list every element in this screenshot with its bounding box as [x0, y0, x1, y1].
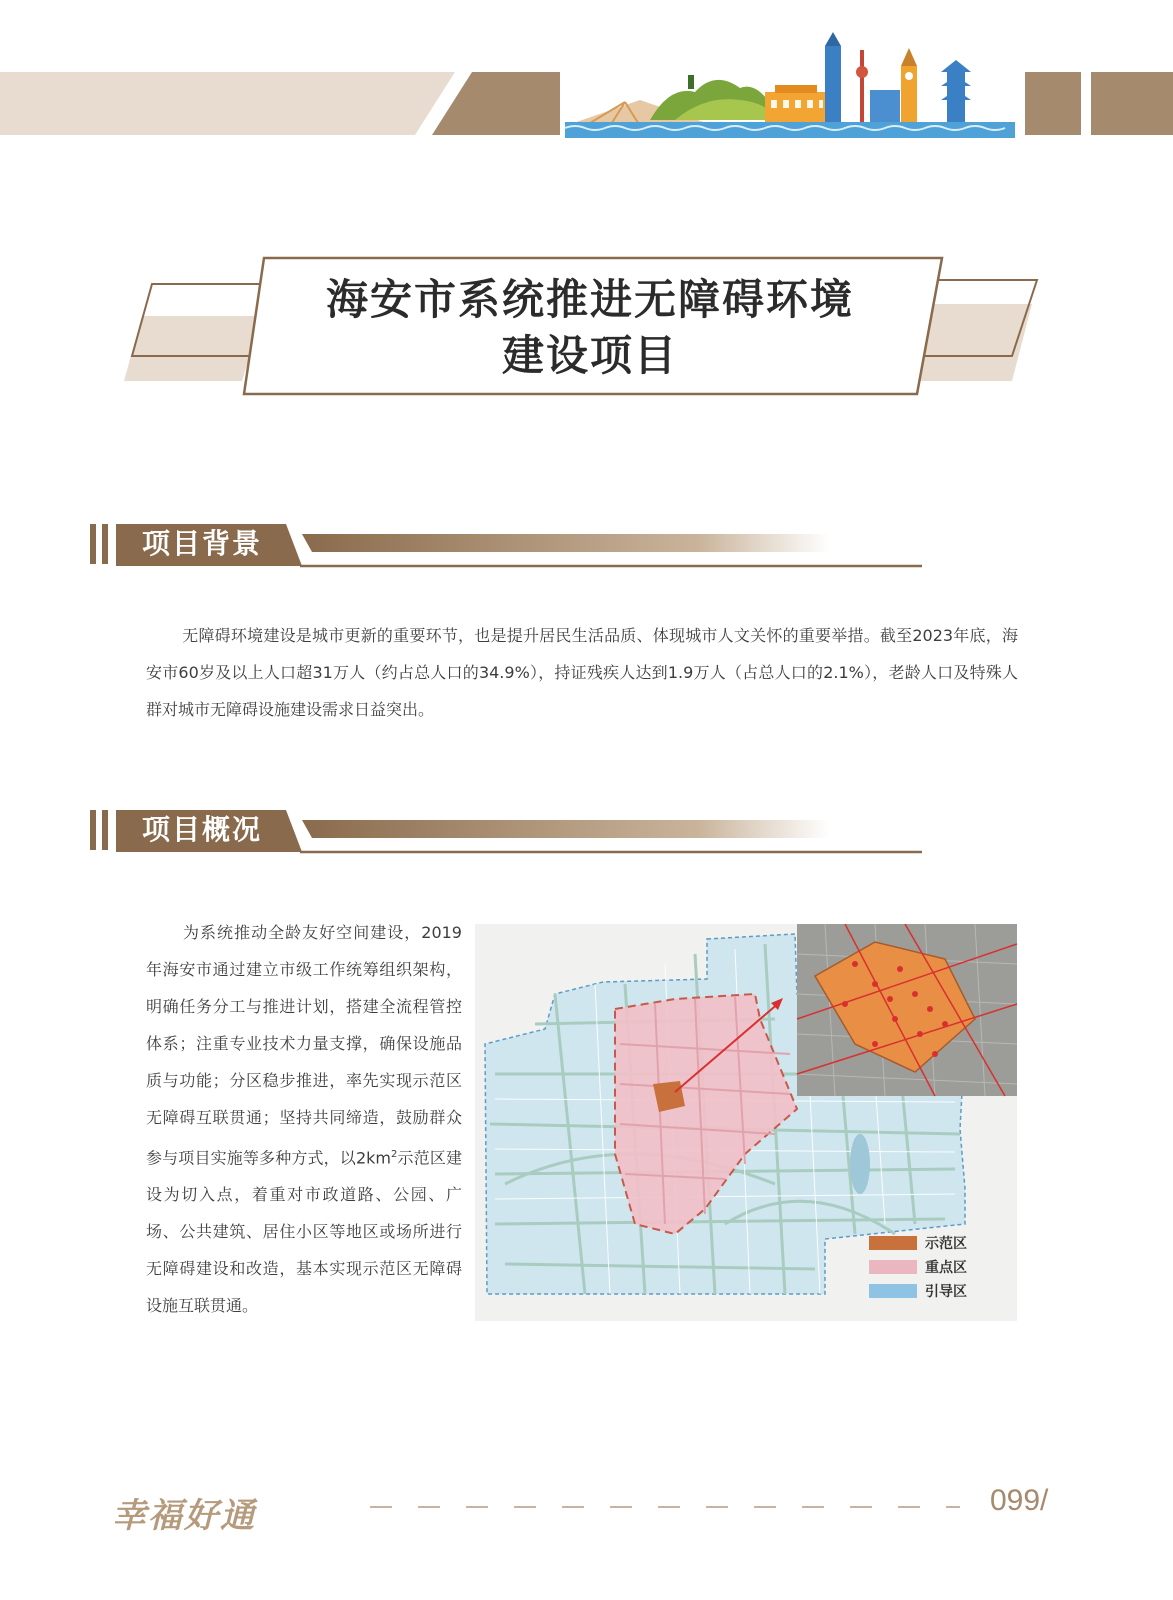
overview-paragraph — [146, 914, 462, 1324]
header-band — [0, 72, 560, 135]
legend-swatch — [869, 1260, 917, 1274]
header-band-block — [1025, 72, 1081, 135]
background-paragraph — [146, 617, 1018, 728]
map-legend — [869, 1231, 989, 1303]
legend-label: 引导区 — [925, 1284, 967, 1300]
footer-divider — [370, 1506, 960, 1508]
section-heading-label: 项目概况 — [142, 813, 263, 846]
legend-item-key — [869, 1255, 989, 1279]
city-skyline-illustration — [565, 30, 1015, 140]
section-heading-background — [90, 522, 930, 570]
legend-label: 示范区 — [925, 1236, 967, 1252]
page-title — [250, 272, 930, 384]
background-paragraph-text: 无障碍环境建设是城市更新的重要环节，也是提升居民生活品质、体现城市人文关怀的重要举措。截至2023年底，海安市60岁及以上人口超31万人（约占总人口的34.9%），持证残疾人达到1.9万人（占总人口的2.1%），老龄人口及特殊人群对城市无障碍设施建设需求日益突出。 — [146, 626, 1018, 719]
section-heading-label: 项目背景 — [142, 527, 263, 560]
zoning-map — [475, 924, 1017, 1321]
section-heading-overview — [90, 808, 930, 856]
footer-slogan: 幸福好通 — [112, 1496, 256, 1536]
page-title-line2: 建设项目 — [501, 331, 678, 380]
superscript: 2 — [391, 1149, 398, 1160]
overview-paragraph-text-b: 示范区建设为切入点，着重对市政道路、公园、广场、公共建筑、居住小区等地区或场所进行无障碍建设和改造，基本实现示范区无障碍设施互联贯通。 — [146, 1148, 462, 1316]
page-title-line1: 海安市系统推进无障碍环境 — [325, 275, 854, 324]
page-number: 099/ — [990, 1484, 1049, 1517]
legend-item-demonstration — [869, 1231, 989, 1255]
legend-label: 重点区 — [925, 1260, 967, 1276]
inset-detail-map — [797, 924, 1017, 1096]
overview-paragraph-text-a: 为系统推动全龄友好空间建设，2019年海安市通过建立市级工作统筹组织架构，明确任务分工与推进计划，搭建全流程管控体系；注重专业技术力量支撑，确保设施品质与功能；分区稳步推进，率先实现示范区无障碍互联贯通；坚持共同缔造，鼓励群众参与项目实施等多种方式，以2km — [146, 923, 462, 1168]
legend-item-guidance — [869, 1279, 989, 1303]
legend-swatch — [869, 1284, 917, 1298]
legend-swatch — [869, 1236, 917, 1250]
header-band-block — [1091, 72, 1173, 135]
